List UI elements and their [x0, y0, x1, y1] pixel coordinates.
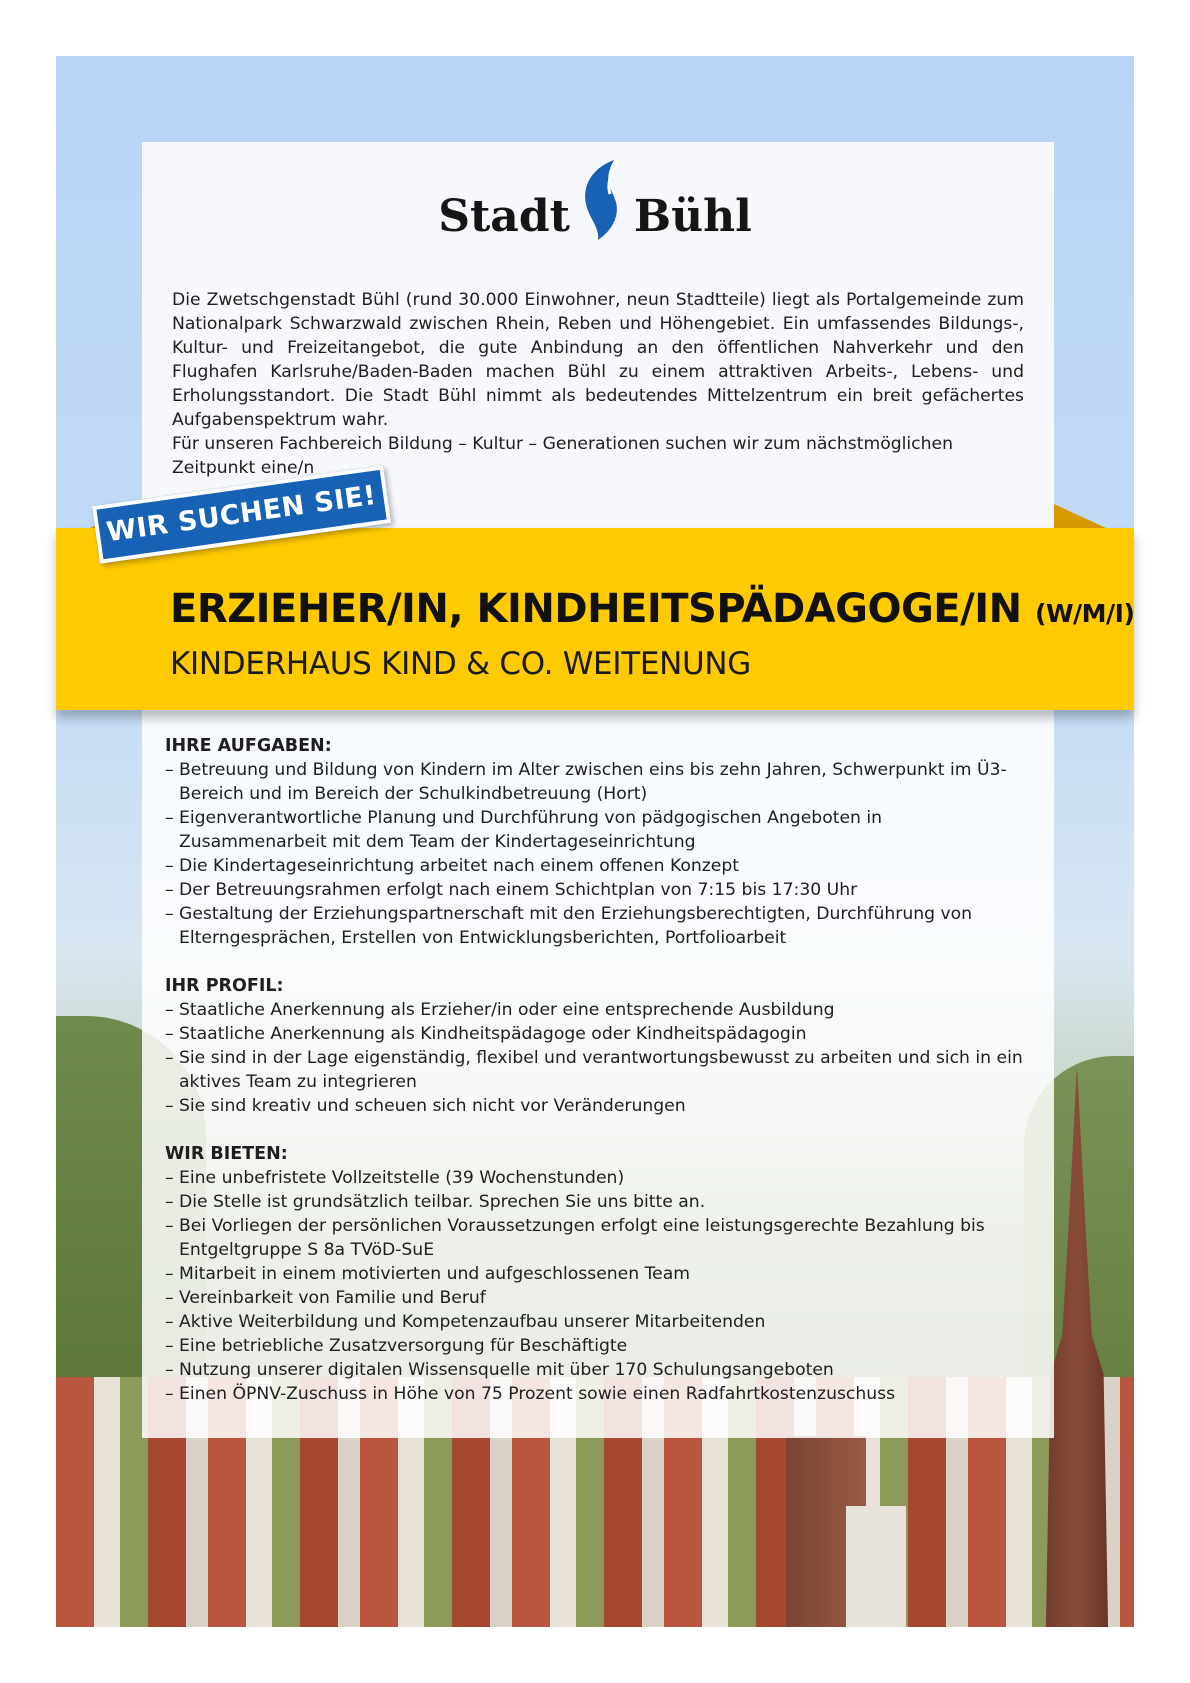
list-item: – Die Stelle ist grundsätzlich teilbar. Sprechen Sie uns bitte an.	[165, 1190, 1025, 1214]
section-heading: IHR PROFIL:	[165, 976, 284, 996]
list-item: – Eine unbefristete Vollzeitstelle (39 Wochenstunden)	[165, 1166, 1025, 1190]
wir-suchen-stamp: WIR SUCHEN SIE!	[92, 465, 391, 563]
list-item: – Vereinbarkeit von Familie und Beruf	[165, 1286, 1025, 1310]
list-item: – Sie sind kreativ und scheuen sich nicht vor Veränderungen	[165, 1094, 1025, 1118]
list-item: – Gestaltung der Erziehungspartnerschaft mit den Erziehungsberechtigten, Durchführung von Elterngesprächen, Erstellen von Entwicklungsberichten, Portfolioarbeit	[165, 902, 1025, 950]
offer-list	[165, 1166, 1025, 1406]
logo-text-right: Bühl	[633, 191, 752, 242]
list-item: – Eigenverantwortliche Planung und Durchführung von pädgogischen Angeboten in Zusammenarbeit mit dem Team der Kindertageseinrichtung	[165, 806, 1025, 854]
task-list	[165, 758, 1025, 950]
list-item: – Aktive Weiterbildung und Kompetenzaufbau unserer Mitarbeitenden	[165, 1310, 1025, 1334]
blue-swoosh-icon	[574, 158, 630, 242]
job-title	[170, 586, 1134, 632]
section-profil	[165, 974, 1025, 1118]
section-heading: WIR BIETEN:	[165, 1144, 288, 1164]
list-item: – Die Kindertageseinrichtung arbeitet nach einem offenen Konzept	[165, 854, 1025, 878]
job-title-text: ERZIEHER/IN, KINDHEITSPÄDAGOGE/IN	[170, 586, 1022, 632]
list-item: – Betreuung und Bildung von Kindern im Alter zwischen eins bis zehn Jahren, Schwerpunkt im Ü3-Bereich und im Bereich der Schulkindbetreuung (Hort)	[165, 758, 1025, 806]
list-item: – Nutzung unserer digitalen Wissensquelle mit über 170 Schulungsangeboten	[165, 1358, 1025, 1382]
section-aufgaben	[165, 734, 1025, 950]
list-item: – Staatliche Anerkennung als Erzieher/in oder eine entsprechende Ausbildung	[165, 998, 1025, 1022]
list-item: – Der Betreuungsrahmen erfolgt nach einem Schichtplan von 7:15 bis 17:30 Uhr	[165, 878, 1025, 902]
city-logo	[0, 158, 1190, 242]
logo-text-left: Stadt	[438, 191, 570, 242]
list-item: – Mitarbeit in einem motivierten und aufgeschlossenen Team	[165, 1262, 1025, 1286]
list-item: – Sie sind in der Lage eigenständig, flexibel und verantwortungsbewusst zu arbeiten und sich in ein aktives Team zu integrieren	[165, 1046, 1025, 1094]
job-gender-tag: (W/M/I)	[1035, 599, 1135, 628]
list-item: – Eine betriebliche Zusatzversorgung für Beschäftigte	[165, 1334, 1025, 1358]
intro-paragraph: Die Zwetschgenstadt Bühl (rund 30.000 Einwohner, neun Stadtteile) liegt als Portalgemeinde zum Nationalpark Schwarzwald zwischen Rhein, Reben und Höhengebiet. Ein umfassendes Bildungs-, Kultur- und Freizeitangebot, die gute Anbindung an den öffentlichen Nahverkehr und den Flughafen Karlsruhe/Baden-Baden machen Bühl zu einem attraktiven Arbeits-, Lebens- und Erholungsstandort. Die Stadt Bühl nimmt als bedeutendes Mittelzentrum ein breit gefächertes Aufgabenspektrum wahr.	[172, 290, 1024, 430]
list-item: – Einen ÖPNV-Zuschuss in Höhe von 75 Prozent sowie einen Radfahrtkostenzuschuss	[165, 1382, 1025, 1406]
section-heading: IHRE AUFGABEN:	[165, 736, 332, 756]
intro-search-paragraph: Für unseren Fachbereich Bildung – Kultur – Generationen suchen wir zum nächstmöglichen Zeitpunkt eine/n	[172, 434, 953, 478]
list-item: – Bei Vorliegen der persönlichen Voraussetzungen erfolgt eine leistungsgerechte Bezahlung bis Entgeltgruppe S 8a TVöD-SuE	[165, 1214, 1025, 1262]
section-bieten	[165, 1142, 1025, 1406]
list-item: – Staatliche Anerkennung als Kindheitspädagoge oder Kindheitspädagogin	[165, 1022, 1025, 1046]
church-building	[846, 1506, 906, 1627]
job-location: KINDERHAUS KIND & CO. WEITENUNG	[170, 646, 752, 682]
profile-list	[165, 998, 1025, 1118]
